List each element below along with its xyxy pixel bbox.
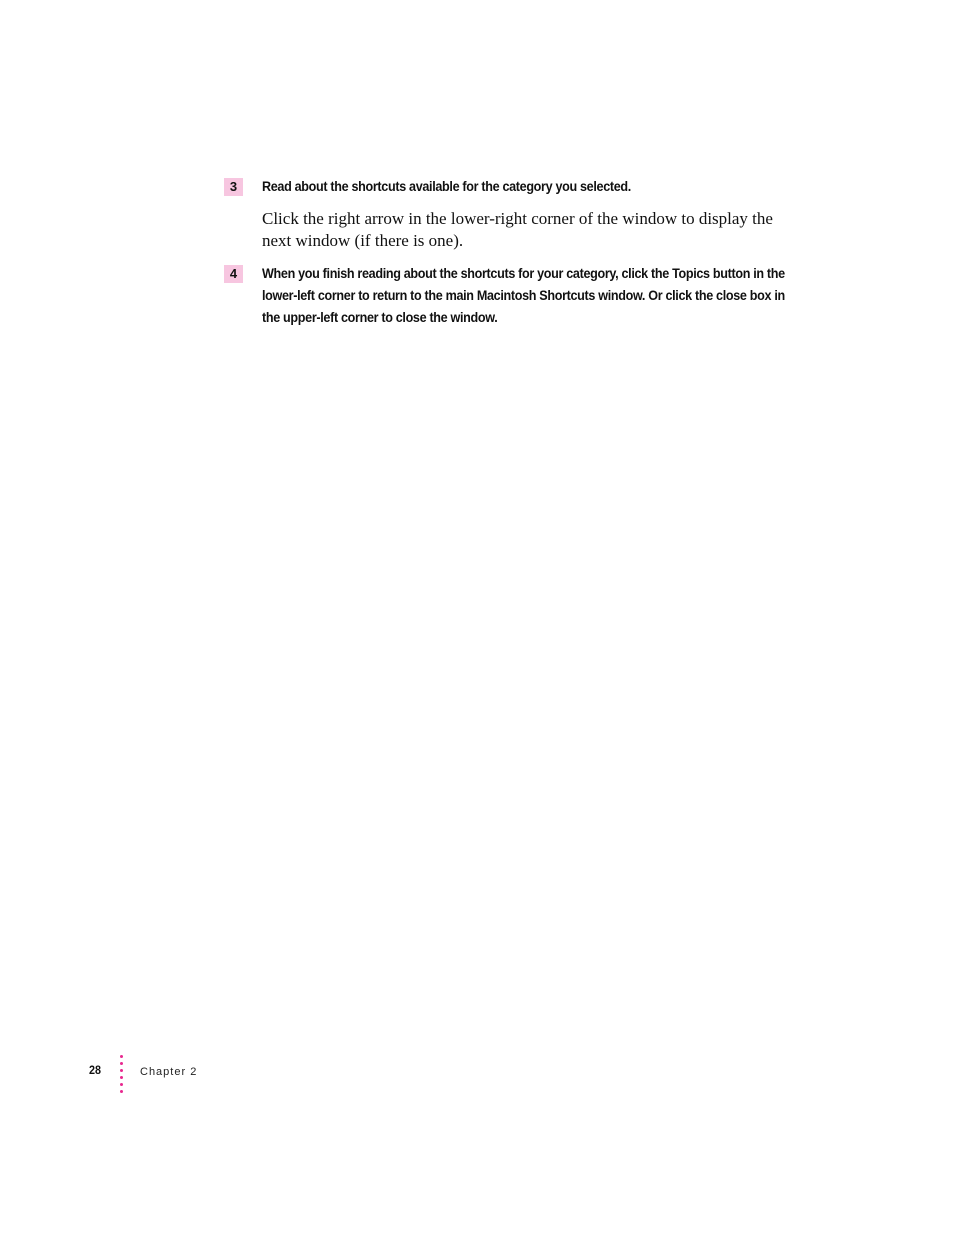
step-heading: When you finish reading about the shortcuts for your category, click the Topics button in the lower-left corner to return to the main Macintosh Shortcuts window. Or click the close box in the upper-left corner to close the window. — [262, 266, 785, 325]
step-3 — [224, 178, 824, 258]
step-number-badge: 3 — [224, 178, 243, 196]
page-number: 28 — [89, 1063, 102, 1077]
divider-dot — [120, 1076, 123, 1079]
divider-dot — [120, 1069, 123, 1072]
divider-dot — [120, 1055, 123, 1058]
divider-dot — [120, 1083, 123, 1086]
footer-dotted-divider — [120, 1055, 124, 1095]
step-heading: Read about the shortcuts available for the category you selected. — [262, 179, 631, 194]
step-body-text: Click the right arrow in the lower-right corner of the window to display the next window (if there is one). — [262, 209, 773, 250]
chapter-label: Chapter 2 — [140, 1066, 198, 1078]
step-4 — [224, 265, 824, 335]
divider-dot — [120, 1062, 123, 1065]
step-number-badge: 4 — [224, 265, 243, 283]
divider-dot — [120, 1090, 123, 1093]
